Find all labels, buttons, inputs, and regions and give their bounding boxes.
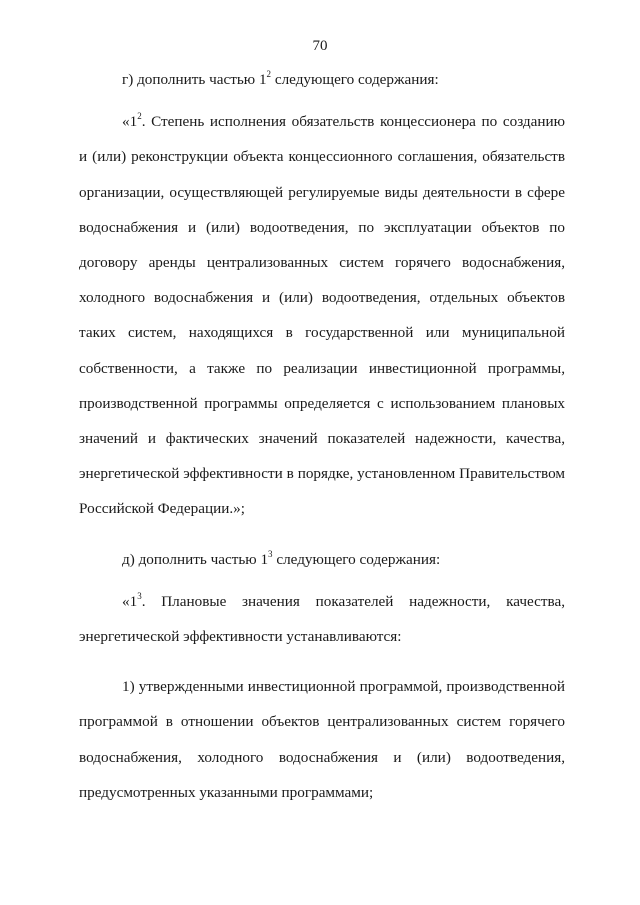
paragraph-text: . Степень исполнения обязательств концессионера по созданию и (или) реконструкции объекта концессионного соглашения, обязательств организации, осуществляющей регулируемые виды деятельности в сфере водоснабжения и (или) водоотведения, по эксплуатации объектов по договору аренды централизованных систем горячего водоснабжения, холодного водоснабжения и (или) водоотведения, отдельных объектов таких систем, находящихся в государственной или муниципальной собственности, а также по реализации инвестиционной программы, производственной программы определяется с использованием плановых значений и фактических значений показателей надежности, качества, энергетической эффективности в порядке, установленном Правительством Российской Федерации.»;: [79, 113, 565, 518]
superscript: 3: [137, 590, 142, 601]
paragraph-amendment-d: [79, 542, 565, 577]
paragraph-text: следующего содержания:: [272, 550, 441, 568]
page-number: 70: [312, 38, 328, 54]
superscript: 3: [268, 548, 273, 559]
superscript: 2: [266, 68, 272, 79]
paragraph-text: «1: [122, 592, 138, 610]
paragraph-text: г) дополнить частью 1: [122, 71, 267, 88]
document-body: [79, 62, 565, 810]
paragraph-text: д) дополнить частью 1: [122, 550, 269, 568]
paragraph-part-1-3: [79, 584, 565, 654]
paragraph-amendment-g: [79, 62, 565, 97]
superscript: 2: [137, 111, 142, 122]
paragraph-text: . Плановые значения показателей надежности, качества, энергетической эффективности устанавливаются:: [79, 592, 565, 646]
paragraph-text: следующего содержания:: [271, 71, 439, 88]
paragraph-item-1: 1) утвержденными инвестиционной программой, производственной программой в отношении объектов централизованных систем горячего водоснабжения, холодного водоснабжения и (или) водоотведения, предусмотренных указанными программами;: [79, 678, 565, 801]
paragraph-part-1-2: [79, 104, 565, 526]
paragraph-text: «1: [122, 113, 138, 131]
